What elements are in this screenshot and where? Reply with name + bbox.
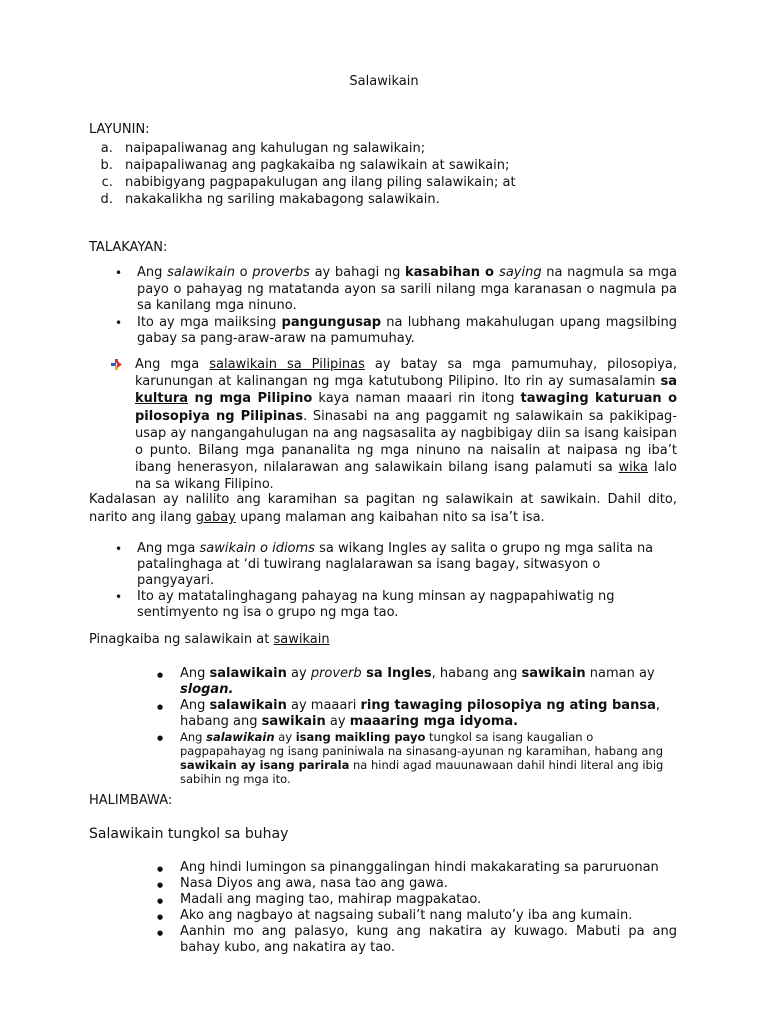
salawikain-pilipinas-paragraph (111, 356, 677, 494)
list-item: ● Madali ang maging tao, mahirap magpakatao. (155, 892, 677, 908)
list-item: ● Aanhin mo ang palasyo, kung ang nakatira ay kuwago. Mabuti pa ang bahay kubo, ang nakatira ay tao. (155, 924, 677, 956)
pinagkaiba-heading: Pinagkaiba ng salawikain at sawikain (89, 632, 330, 647)
list-item: d. nakakalikha ng sariling makabagong salawikain. (117, 191, 677, 208)
list-item: ● Ang salawikain ay maaari ring tawaging pilosopiya ng ating bansa, habang ang sawikain ay maaaring mga idyoma. (155, 698, 675, 730)
halimbawa-heading: HALIMBAWA: (89, 793, 173, 808)
talakayan-list (111, 265, 677, 348)
list-item: • Ito ay mga maiiksing pangungusap na lubhang makahulugan upang magsilbing gabay sa pang-araw-araw na pamumuhay. (111, 315, 677, 348)
halimbawa-list (155, 860, 677, 956)
kadalasan-paragraph: Kadalasan ay nalilito ang karamihan sa pagitan ng salawikain at sawikain. Dahil dito, narito ang ilang gabay upang malaman ang kaibahan nito sa isa’t isa. (89, 492, 677, 525)
sawikain-list (111, 541, 677, 621)
paragraph-text: Ang mga salawikain sa Pilipinas ay batay sa mga pamumuhay, pilosopiya, karunungan at kalinangan ng mga katutubong Pilipino. Ito rin ay sumasalamin sa kultura ng mga Pilipino kaya naman maaari rin itong tawaging katuruan o pilosopiya ng Pilipinas. Sinasabi na ang paggamit ng salawikain sa pakikipag-usap ay nangangahulugan na ang nagsasalita ay nagbibigay diin sa isang kaisipan o punto. Bilang mga pananalita ng mga ninuno na naisalin at naipasa ng iba’t ibang henerasyon, nilalarawan ang salawikain bilang isang palamuti sa wika lalo na sa wikang Filipino. (135, 357, 678, 493)
list-item: ● Ako ang nagbayo at nagsaing subali’t nang maluto’y iba ang kumain. (155, 908, 677, 924)
list-item: • Ito ay matatalinghagang pahayag na kung minsan ay nagpapahiwatig ng sentimyento ng isa o grupo ng mga tao. (111, 589, 677, 621)
four-color-arrow-bullet-icon (111, 359, 122, 370)
list-item: ● Ang salawikain ay proverb sa Ingles, habang ang sawikain naman ay slogan. (155, 666, 675, 698)
list-item: c. nabibigyang pagpapakulugan ang ilang piling salawikain; at (117, 174, 677, 191)
list-item: ● Ang salawikain ay isang maikling payo tungkol sa isang kaugalian o pagpapahayag ng isang paniniwala na sinasang-ayunan ng karamihan, habang ang sawikain ay isang parirala na hindi agad mauunawaan dahil hindi literal ang ibig sabihin ng mga ito. (155, 730, 675, 786)
halimbawa-subheading: Salawikain tungkol sa buhay (89, 826, 289, 842)
pinagkaiba-list (155, 666, 675, 786)
list-item: b. naipapaliwanag ang pagkakaiba ng salawikain at sawikain; (117, 157, 677, 174)
list-item: ● Ang hindi lumingon sa pinanggalingan hindi makakarating sa paruruonan (155, 860, 677, 876)
talakayan-heading: TALAKAYAN: (89, 240, 168, 255)
list-item: • Ang mga sawikain o idioms sa wikang Ingles ay salita o grupo ng mga salita na patalinghaga at ‘di tuwirang naglalarawan sa isang bagay, sitwasyon o pangyayari. (111, 541, 677, 589)
list-item: • Ang salawikain o proverbs ay bahagi ng kasabihan o saying na nagmula sa mga payo o pahayag ng matatanda ayon sa sarili nilang mga karanasan o nagmula pa sa kanilang mga ninuno. (111, 265, 677, 315)
list-item: a. naipapaliwanag ang kahulugan ng salawikain; (117, 140, 677, 157)
layunin-list (89, 140, 677, 208)
list-item: ● Nasa Diyos ang awa, nasa tao ang gawa. (155, 876, 677, 892)
page-title: Salawikain (349, 74, 419, 89)
layunin-heading: LAYUNIN: (89, 122, 150, 137)
